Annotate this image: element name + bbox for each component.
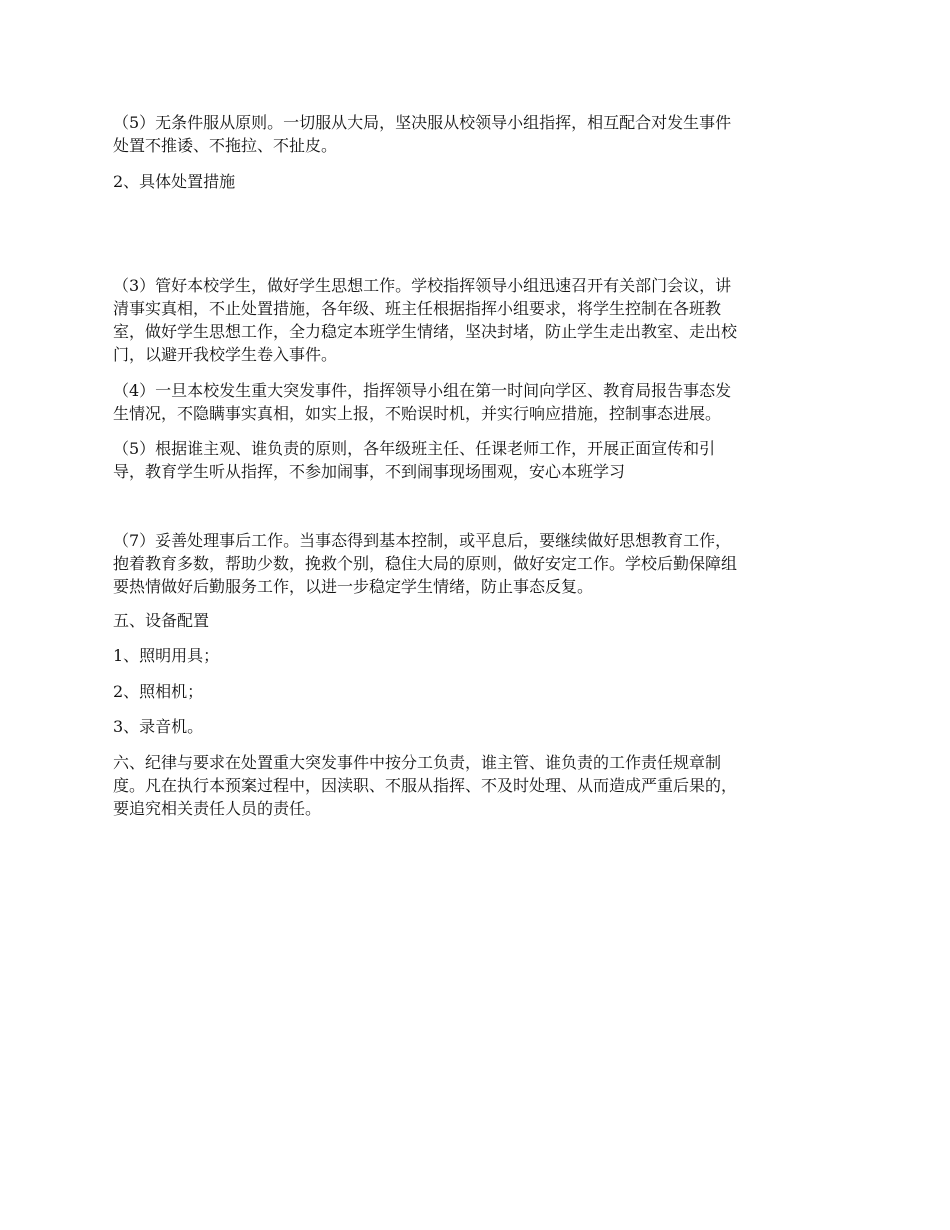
text-line: 生情况，不隐瞒事实真相，如实上报，不贻误时机，并实行响应措施，控制事态进展。 <box>113 404 722 423</box>
text-line: 五、设备配置 <box>113 611 210 630</box>
text-line: （5）根据谁主观、谁负责的原则，各年级班主任、任课老师工作，开展正面宣传和引 <box>113 439 716 458</box>
list-item-lighting <box>113 644 843 667</box>
list-item-recorder <box>113 715 843 738</box>
list-item-camera <box>113 680 843 703</box>
text-line: 度。凡在执行本预案过程中，因渎职、不服从指挥、不及时处理、从而造成严重后果的， <box>113 776 738 795</box>
text-line: 六、纪律与要求在处置重大突发事件中按分工负责，谁主管、谁负责的工作责任规章制 <box>113 753 722 772</box>
text-line: 处置不推诿、不拖拉、不扯皮。 <box>113 136 338 155</box>
text-line: 门，以避开我校学生卷入事件。 <box>113 345 338 364</box>
section-heading-equipment <box>113 609 843 632</box>
text-line: 导，教育学生听从指挥，不参加闹事，不到闹事现场围观，安心本班学习 <box>113 462 626 481</box>
paragraph-principle-5 <box>113 111 843 157</box>
section-heading-measures <box>113 170 843 193</box>
text-line: （5）无条件服从原则。一切服从大局，坚决服从校领导小组指挥，相互配合对发生事件 <box>113 113 732 132</box>
paragraph-discipline <box>113 751 843 820</box>
text-line: 2、照相机； <box>113 682 204 701</box>
paragraph-measure-4 <box>113 379 843 425</box>
text-line: （3）管好本校学生，做好学生思想工作。学校指挥领导小组迅速召开有关部门会议，讲 <box>113 276 732 295</box>
paragraph-measure-3 <box>113 274 843 366</box>
text-line: 室，做好学生思想工作，全力稳定本班学生情绪，坚决封堵，防止学生走出教室、走出校 <box>113 322 738 341</box>
text-line: 3、录音机。 <box>113 717 204 736</box>
text-line: 抱着教育多数，帮助少数，挽救个别，稳住大局的原则，做好安定工作。学校后勤保障组 <box>113 554 738 573</box>
text-line: （4）一旦本校发生重大突发事件，指挥领导小组在第一时间向学区、教育局报告事态发 <box>113 381 732 400</box>
text-line: 清事实真相，不止处置措施，各年级、班主任根据指挥小组要求，将学生控制在各班教 <box>113 299 722 318</box>
text-line: 2、具体处置措施 <box>113 172 236 191</box>
text-line: （7）妥善处理事后工作。当事态得到基本控制，或平息后，要继续做好思想教育工作， <box>113 531 732 550</box>
paragraph-measure-7 <box>113 529 843 598</box>
text-line: 要热情做好后勤服务工作，以进一步稳定学生情绪，防止事态反复。 <box>113 577 594 596</box>
text-line: 1、照明用具； <box>113 646 220 665</box>
paragraph-measure-5 <box>113 437 843 483</box>
text-line: 要追究相关责任人员的责任。 <box>113 799 322 818</box>
